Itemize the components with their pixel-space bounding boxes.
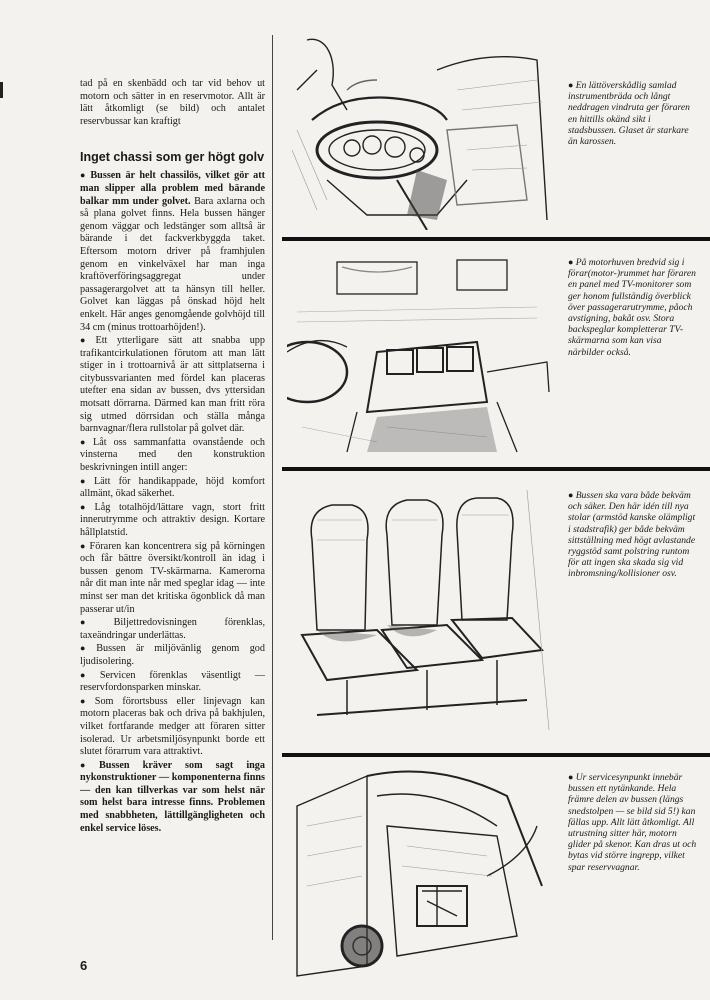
bullet-icon: ● — [568, 257, 576, 267]
tv-monitor-panel-sketch — [287, 252, 555, 457]
bullet-icon: ● — [80, 501, 92, 512]
bullet-icon: ● — [80, 335, 93, 346]
section-heading: Inget chassi som ger högt golv — [80, 150, 265, 165]
bold-lead: Bussen är helt chassilös, vilket gör att man slipper alla problem med bärande balkar mm under golvet. — [80, 170, 265, 207]
bullet-icon: ● — [568, 772, 576, 782]
paragraph-text: Låt oss sammanfatta ovanstående och vinsterna med den konstruktion beskrivningen intill anger: — [80, 436, 265, 474]
article-body — [80, 169, 265, 835]
article-paragraph — [80, 475, 265, 501]
page-number: 6 — [80, 958, 88, 973]
article-paragraph — [80, 334, 265, 436]
article-paragraph — [80, 642, 265, 668]
column-divider — [272, 35, 273, 940]
article-paragraph — [80, 695, 265, 759]
caption-seats: ● Bussen ska vara både bekväm och säker. Den här idén till nya stolar (armstöd kanske olämpligt i stadstrafik) ger både bekväm sittställning med högt avlastande ryggstöd samt polstring runtom för att ingen ska skada sig vid inbromsning/kollisioner osv. — [568, 490, 696, 580]
paragraph-text: Låg totalhöjd/lättare vagn, stort fritt innerutrymme och attraktiv design. Kortare hållplatstid. — [80, 501, 265, 538]
engine-compartment-sketch — [287, 766, 555, 986]
dashboard-sketch — [287, 30, 555, 230]
article-paragraph — [80, 501, 265, 540]
bullet-icon: ● — [568, 80, 576, 90]
bullet-icon: ● — [80, 436, 90, 447]
intro-paragraph: tad på en skenbädd och tar vid behov ut motorn och sätter in en reservmotor. Allt är lätt åtkomligt (se bild) och antalet reservbussar kan kraftigt — [80, 78, 265, 127]
article-paragraph — [80, 436, 265, 475]
paragraph-text: Lätt för handikappade, höjd komfort allmänt, ökad säkerhet. — [80, 475, 265, 500]
section-rule — [282, 237, 710, 241]
section-rule — [282, 467, 710, 471]
paragraph-text: Ett ytterligare sätt att snabba upp trafikantcirkulationen förutom att man lätt stiger in i trottoarnivå är att sittplatserna i citybussvarianten med fördel kan placeras utefter ena sidan av bussen, dvs yttersidan motsatt dörrarna. Därmed kan man fritt röra sig utmed dörrsidan och ställa många barnvagnar/flera rullstolar på golvet där. — [80, 335, 265, 435]
article-paragraph — [80, 759, 265, 836]
bullet-icon: ● — [80, 643, 94, 654]
article-paragraph — [80, 616, 265, 642]
bullet-icon: ● — [80, 695, 92, 706]
paragraph-text: Bara axlarna och så plana golvet finns. Hela bussen hänger genom väggar och ledstänger som alltså är bärande i det fackverkbyggda taket. Eftersom motorn driver på framhjulen genom en vinkelväxel har man inga kraftöverföringsaggregat under passagerargolvet att ta hänsyn till heller. Golvet kan läggas på önskad höjd helt enkelt. Här anges genomgående golvhöjd till 34 cm (minus trottoarhöjden!). — [80, 195, 266, 333]
paragraph-text: Bussen är miljövänlig genom god ljudisolering. — [80, 643, 265, 667]
bullet-icon: ● — [80, 617, 111, 628]
bullet-icon: ● — [80, 540, 87, 551]
caption-dashboard: ● En lättöverskådlig samlad instrumentbräda och långt neddragen vindruta ger föraren en hittills okänd sikt i stadsbussen. Glaset är starkare än karossen. — [568, 80, 690, 148]
section-rule — [282, 753, 710, 757]
bullet-icon: ● — [80, 475, 92, 486]
bullet-icon: ● — [80, 170, 88, 181]
paragraph-text: Servicen förenklas väsentligt — reservfordonsparken minskar. — [80, 669, 265, 694]
paragraph-text: Biljettredovisningen förenklas, taxeändringar underlättas. — [80, 617, 265, 641]
paragraph-text: Föraren kan koncentrera sig på körningen och får bättre översikt/kontroll än idag i bussen genom TV-skärmarna. Kamerorna når dit man inte når med speglar idag — inte minst ser man det kritiska ögonblick då man passerar ut/in — [80, 540, 266, 615]
bus-seats-sketch — [287, 480, 555, 735]
article-paragraph — [80, 540, 265, 617]
paragraph-text: Som förortsbuss eller linjevagn kan motorn placeras bak och driva på bakhjulen, vilket fortfarande medger att föraren sitter isolerad. Ur arbetsmiljösynpunkt borde ett slutet förarrum vara attraktivt. — [80, 695, 265, 758]
caption-service: ● Ur servicesynpunkt innebär bussen ett nytänkande. Hela främre delen av bussen (längs snedstolpen — se bild sid 5!) kan fällas upp. Allt lätt åtkomligt. All utrustning sitter här, motorn glider på skenor. Kan dras ut och bytas vid större ingrepp, vilket spar reservvagnar. — [568, 772, 697, 873]
bullet-icon: ● — [80, 669, 97, 680]
article-paragraph — [80, 669, 265, 695]
article-column — [80, 78, 265, 835]
bullet-icon: ● — [80, 759, 96, 770]
bold-lead: Bussen kräver som sagt inga nykonstruktioner — komponenterna finns — den kan tillverkas var som helst när som helst bara intresse finns. Problemen med snabbheten, lättillgängligheten och enkel service löses. — [80, 759, 265, 834]
margin-mark — [0, 82, 3, 98]
caption-tv-panel: ● På motorhuven bredvid sig i förar(motor-)rummet har föraren en panel med TV-monitorer som ger honom fullständig överblick över passagerarutrymme, påoch avstigning, bakåt osv. Stora backspeglar kompletterar TV-skärmarna som kan visa närbilder också. — [568, 257, 696, 358]
article-paragraph — [80, 169, 265, 334]
bullet-icon: ● — [568, 490, 576, 500]
